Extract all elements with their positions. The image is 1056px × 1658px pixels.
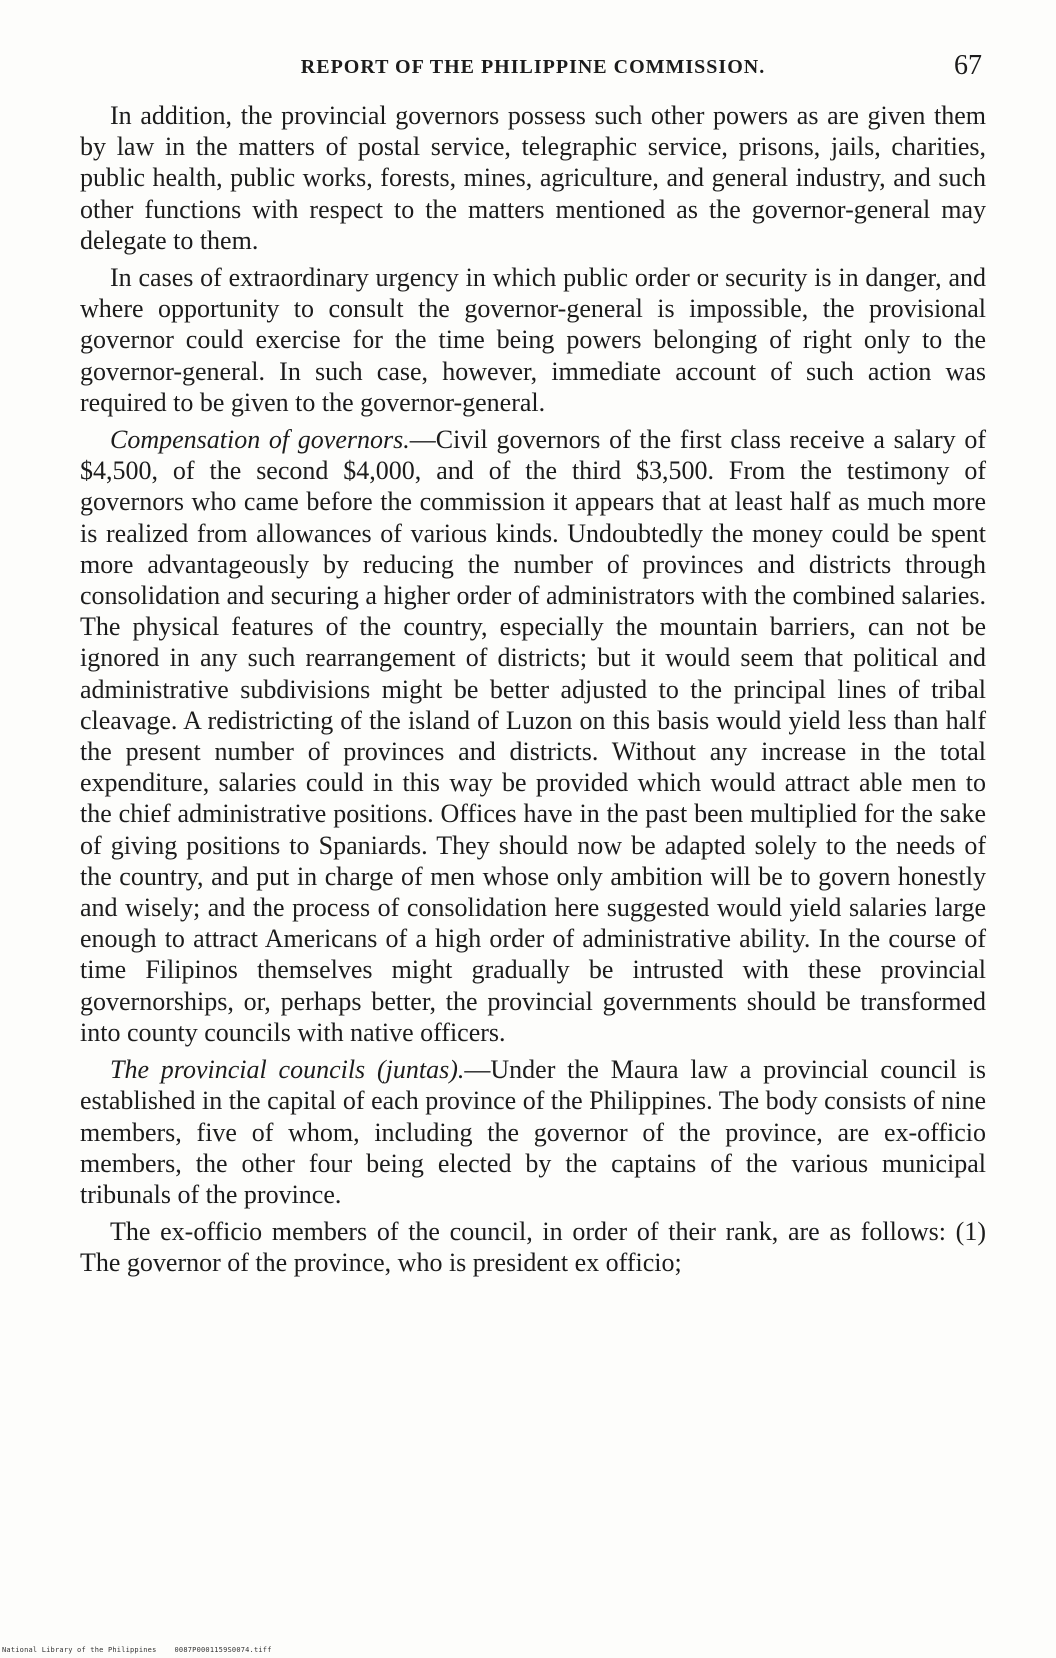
paragraph-ex-officio-members xyxy=(80,1216,986,1278)
running-header xyxy=(80,48,986,88)
file-identifier: 0087P0001159S0074.tiff xyxy=(174,1646,272,1654)
paragraph-text: In addition, the provincial governors possess such other powers as are given them by law in the matters of postal service, telegraphic service, prisons, jails, charities, public health, public works, forests, mines, agriculture, and general industry, and such other functions with respect to the matters mentioned as the governor-general may delegate to them. xyxy=(80,101,986,255)
body-text xyxy=(80,100,986,1279)
paragraph-text: —Under the Maura law a provincial council is established in the capital of each province of the Philippines. The body consists of nine members, five of whom, including the governor of the province, are ex-officio members, the other four being elected by the captains of the various municipal tribunals of the province. xyxy=(80,1055,987,1209)
paragraph-extraordinary-urgency xyxy=(80,262,986,418)
running-title: REPORT OF THE PHILIPPINE COMMISSION. xyxy=(300,56,766,78)
paragraph-provincial-councils xyxy=(80,1054,986,1210)
paragraph-compensation-of-governors xyxy=(80,424,986,1048)
side-heading: The provincial councils (juntas). xyxy=(110,1055,465,1085)
page-number: 67 xyxy=(954,50,982,81)
scan-footer xyxy=(2,1646,272,1654)
library-credit: National Library of the Philippines xyxy=(2,1646,157,1654)
side-heading: Compensation of governors. xyxy=(110,425,410,455)
paragraph-text: —Civil governors of the first class receive a salary of $4,500, of the second $4,000, and of the third $3,500. From the testimony of governors who came before the commission it appears that at least half as much more is realized from allowances of various kinds. Undoubtedly the money could be spent more advantageously by reducing the number of provinces and districts through consolidation and securing a higher order of administrators with the combined salaries. The physical features of the country, especially the mountain barriers, can not be ignored in any such rearrangement of districts; but it would seem that political and administrative subdivisions might be better adjusted to the principal lines of tribal cleavage. A redistricting of the island of Luzon on this basis would yield less than half the present number of provinces and districts. Without any increase in the total expenditure, salaries could in this way be provided which would attract able men to the chief administrative positions. Offices have in the past been multiplied for the sake of giving positions to Spaniards. They should now be adapted solely to the needs of the country, and put in charge of men whose only ambition will be to govern honestly and wisely; and the process of consolidation here suggested would yield salaries large enough to attract Americans of a high order of administrative ability. In the course of time Filipinos themselves might gradually be intrusted with these provincial governorships, or, perhaps better, the provincial governments should be transformed into county councils with native officers. xyxy=(80,425,986,1047)
paragraph-text: In cases of extraordinary urgency in which public order or security is in danger, and where opportunity to consult the governor-general is impossible, the provisional governor could exercise for the time being powers belonging of right only to the governor-general. In such case, however, immediate account of such action was required to be given to the governor-general. xyxy=(80,263,986,417)
document-page xyxy=(80,48,986,1279)
paragraph-governor-powers xyxy=(80,100,986,256)
paragraph-text: The ex-officio members of the council, in order of their rank, are as follows: (1) The governor of the province, who is president ex officio; xyxy=(80,1217,986,1278)
